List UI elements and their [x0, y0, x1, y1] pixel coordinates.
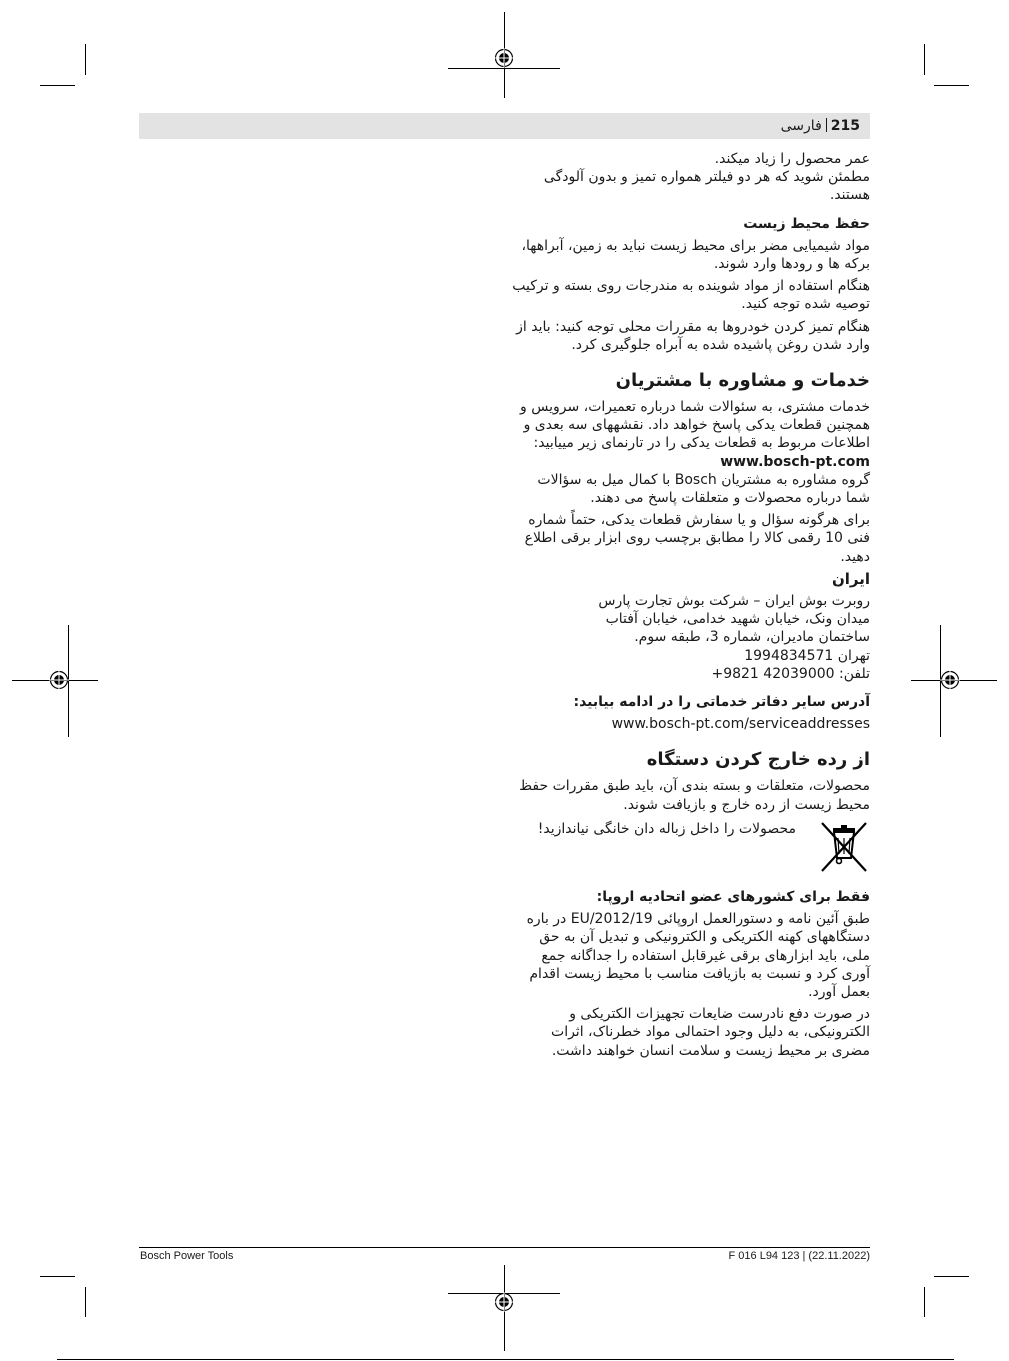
waste-notice-text: محصولات را داخل زباله دان خانگی نیاندازید! [537, 820, 796, 837]
crop-mark [40, 85, 75, 86]
disposal-heading: از رده خارج کردن دستگاه [646, 749, 870, 771]
address-line: روبرت بوش ایران – شرکت بوش تجارت پارس [598, 593, 870, 610]
footer-doc-number: F 016 L94 123 | (22.11.2022) [728, 1250, 870, 1262]
bottom-trim-line [57, 1359, 954, 1360]
page-header [139, 113, 870, 139]
bosch-website-link[interactable]: www.bosch-pt.com [720, 453, 870, 470]
crop-mark [924, 44, 925, 75]
crop-mark [924, 1287, 925, 1317]
content-column [510, 150, 870, 1060]
crop-mark [85, 1287, 86, 1317]
other-offices-heading: آدرس سایر دفاتر خدماتی را در ادامه بیابید: [573, 694, 870, 711]
disposal-paragraph: محصولات، متعلقات و بسته بندی آن، باید طبق مقررات حفظ محیط زیست از رده خارج و بازیافت شوند. [519, 778, 870, 813]
footer-rule [139, 1247, 870, 1248]
crop-mark [934, 85, 969, 86]
address-line: تهران 1994834571 [744, 647, 870, 664]
crossed-out-wheelie-bin-icon [818, 820, 870, 874]
environment-paragraph: هنگام تمیز کردن خودروها به مقررات محلی توجه کنید: باید از وارد شدن روغن پاشیده شده به آبراه جلوگیری کرد. [516, 318, 870, 353]
footer-brand: Bosch Power Tools [140, 1250, 234, 1262]
environment-paragraph: مواد شیمیایی مضر برای محیط زیست نباید به زمین، آبراهها، برکه ها و رودها وارد شوند. [521, 237, 870, 273]
service-paragraph: خدمات مشتری، به سئوالات شما درباره تعمیرات، سرویس و همچنین قطعات یدکی پاسخ خواهد داد. نقشههای سه بعدی و اطلاعات مربوط به قطعات یدکی را در تارنمای زیر مییابید: [520, 399, 870, 452]
registration-mark-icon [494, 1292, 514, 1312]
registration-mark-icon [494, 48, 514, 68]
page-number: 215 [830, 118, 860, 134]
service-heading: خدمات و مشاوره با مشتریان [615, 370, 870, 392]
intro-line-1: عمر محصول را زیاد میکند. [714, 151, 870, 167]
service-addresses-link[interactable]: www.bosch-pt.com/serviceaddresses [611, 716, 870, 733]
page-language: فارسی [780, 118, 822, 134]
crop-mark [40, 1276, 75, 1277]
header-separator [826, 118, 827, 132]
registration-mark-icon [940, 670, 960, 690]
address-line: میدان ونک، خیابان شهید خدامی، خیابان آفتاب [605, 611, 870, 628]
service-paragraph: گروه مشاوره به مشتریان Bosch با کمال میل به سؤالات شما درباره محصولات و متعلقات پاسخ می دهند. [537, 471, 870, 507]
service-paragraph: برای هرگونه سؤال و یا سفارش قطعات یدکی، حتماً شماره فنی 10 رقمی کالا را مطابق برچسب روی ابزار برقی اطلاع دهید. [524, 512, 870, 565]
registration-mark-icon [49, 670, 69, 690]
eu-heading: فقط برای کشورهای عضو اتحادیه اروپا: [596, 888, 870, 905]
waste-notice [510, 820, 870, 874]
eu-paragraph: طبق آئین نامه و دستورالعمل اروپائی 2012/19/EU در باره دستگاههای کهنه الکتریکی و الکترونیکی و تبدیل آن به حق ملی، باید ابزارهای برقی غیرقابل استفاده را جداگانه جمع آوری کرد و نسبت به بازیافت مناسب با محیط زیست اقدام بعمل آورد. [526, 911, 870, 1000]
country-heading: ایران [831, 569, 870, 588]
address-line: ساختمان مادیران، شماره 3، طبقه سوم. [634, 629, 870, 646]
crop-mark [934, 1276, 969, 1277]
address-line: تلفن: 42039000 9821+ [711, 665, 870, 682]
address-block [510, 592, 870, 683]
intro-line-2: مطمئن شوید که هر دو فیلتر همواره تمیز و بدون آلودگی هستند. [543, 169, 870, 204]
crop-mark [85, 44, 86, 75]
eu-paragraph: در صورت دفع نادرست ضایعات تجهیزات الکتریکی و الکترونیکی، به دلیل وجود احتمالی مواد خطرناک، اثرات مضری بر محیط زیست و سلامت انسان خواهند داشت. [551, 1006, 870, 1059]
environment-paragraph: هنگام استفاده از مواد شوینده به مندرجات روی بسته و ترکیب توصیه شده توجه کنید. [512, 278, 870, 313]
environment-heading: حفظ محیط زیست [743, 215, 870, 232]
